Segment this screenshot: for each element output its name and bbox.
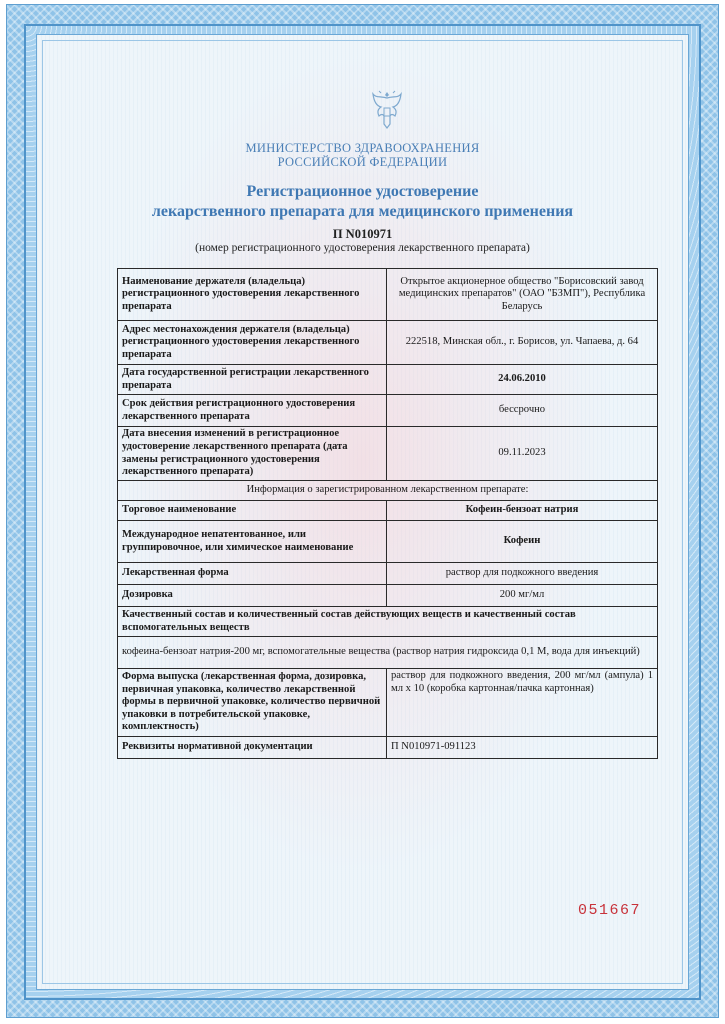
table-row bbox=[118, 521, 658, 563]
inn-label: Международное непатентованное, или группировочное, или химическое наименование bbox=[118, 521, 387, 563]
dosage-form-label: Лекарственная форма bbox=[118, 563, 387, 585]
registration-number-caption: (номер регистрационного удостоверения лекарственного препарата) bbox=[195, 242, 530, 254]
reg-date-label: Дата государственной регистрации лекарственного препарата bbox=[118, 365, 387, 395]
address-value: 222518, Минская обл., г. Борисов, ул. Чапаева, д. 64 bbox=[387, 321, 658, 365]
change-date-label: Дата внесения изменений в регистрационное удостоверение лекарственного препарата (дата замены регистрационного удостоверения лекарственного препарата) bbox=[118, 427, 387, 481]
certificate-title-line1: Регистрационное удостоверение bbox=[246, 183, 479, 200]
info-header: Информация о зарегистрированном лекарственном препарате: bbox=[118, 481, 658, 501]
validity-label: Срок действия регистрационного удостоверения лекарственного препарата bbox=[118, 395, 387, 427]
table-row bbox=[118, 321, 658, 365]
validity-value: бессрочно bbox=[387, 395, 658, 427]
table-row bbox=[118, 501, 658, 521]
registration-number: П N010971 bbox=[332, 227, 393, 241]
address-label: Адрес местонахождения держателя (владельца) регистрационного удостоверения лекарственного препарата bbox=[118, 321, 387, 365]
table-row bbox=[118, 737, 658, 759]
release-form-label: Форма выпуска (лекарственная форма, дозировка, первичная упаковка, количество лекарственной формы в первичной упаковке, количество первичной упаковки в потребительской упаковке, комплектность) bbox=[118, 669, 387, 737]
inn-value: Кофеин bbox=[387, 521, 658, 563]
reg-date-value: 24.06.2010 bbox=[387, 365, 658, 395]
certificate-title-line2: лекарственного препарата для медицинского применения bbox=[151, 203, 574, 220]
normative-docs-label: Реквизиты нормативной документации bbox=[118, 737, 387, 759]
dosage-value: 200 мг/мл bbox=[387, 585, 658, 607]
normative-docs-value: П N010971-091123 bbox=[387, 737, 658, 759]
certificate-table bbox=[117, 268, 658, 759]
table-row bbox=[118, 427, 658, 481]
serial-number: 051667 bbox=[578, 902, 642, 919]
table-row bbox=[118, 607, 658, 637]
composition-value: кофеина-бензоат натрия-200 мг, вспомогательные вещества (раствор натрия гидроксида 0,1 М, вода для инъекций) bbox=[118, 637, 658, 669]
ministry-name-line2: РОССИЙСКОЙ ФЕДЕРАЦИИ bbox=[277, 155, 448, 169]
double-headed-eagle-icon bbox=[370, 88, 404, 132]
change-date-value: 09.11.2023 bbox=[387, 427, 658, 481]
trade-name-value: Кофеин-бензоат натрия bbox=[387, 501, 658, 521]
table-row bbox=[118, 563, 658, 585]
table-row bbox=[118, 395, 658, 427]
release-form-value: раствор для подкожного введения, 200 мг/мл (ампула) 1 мл х 10 (коробка картонная/пачка картонная) bbox=[387, 669, 658, 737]
holder-label: Наименование держателя (владельца) регистрационного удостоверения лекарственного препарата bbox=[118, 269, 387, 321]
holder-value: Открытое акционерное общество "Борисовский завод медицинских препаратов" (ОАО "БЗМП"), Республика Беларусь bbox=[387, 269, 658, 321]
dosage-form-value: раствор для подкожного введения bbox=[387, 563, 658, 585]
table-row bbox=[118, 269, 658, 321]
table-row bbox=[118, 585, 658, 607]
ministry-name-line1: МИНИСТЕРСТВО ЗДРАВООХРАНЕНИЯ bbox=[245, 141, 480, 155]
table-row bbox=[118, 669, 658, 737]
table-row bbox=[118, 637, 658, 669]
table-row bbox=[118, 481, 658, 501]
table-row bbox=[118, 365, 658, 395]
trade-name-label: Торговое наименование bbox=[118, 501, 387, 521]
composition-label: Качественный состав и количественный состав действующих веществ и качественный состав вспомогательных веществ bbox=[118, 607, 658, 637]
dosage-label: Дозировка bbox=[118, 585, 387, 607]
